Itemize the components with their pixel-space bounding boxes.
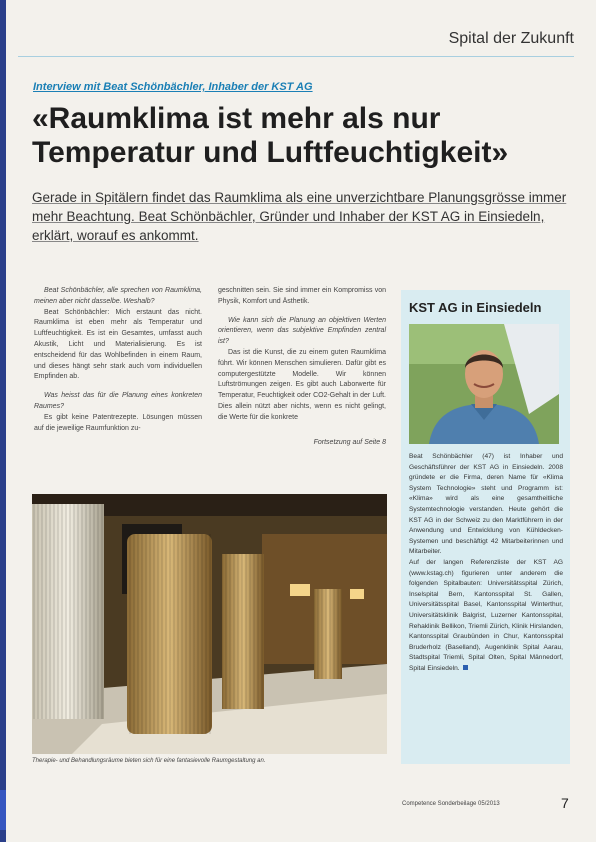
interview-question: Wie kann sich die Planung an objektiven Werten orientieren, wenn das subjektive Empfinden zentral ist? xyxy=(218,316,386,346)
section-title: Spital der Zukunft xyxy=(448,30,574,47)
header-divider xyxy=(18,56,574,57)
continued-note: Fortsetzung auf Seite 8 xyxy=(313,438,386,446)
article-kicker: Interview mit Beat Schönbächler, Inhaber der KST AG xyxy=(33,81,313,93)
treatment-room-photo xyxy=(32,494,387,754)
article-column-1 xyxy=(34,286,202,434)
publication-footer: Competence Sonderbeilage 05/2013 xyxy=(402,801,500,807)
interview-answer: Es gibt keine Patentrezepte. Lösungen müssen auf die jeweilige Raumfunktion zu- xyxy=(34,413,202,432)
portrait-image xyxy=(409,324,559,444)
interview-answer: Beat Schönbächler: Mich erstaunt das nicht. Raumklima ist eben mehr als Temperatur und Luftfeuchtigkeit. Es ist ein Gesamtes, umfasst auch Akustik, Licht und Materialisierung. Es ist entscheidend für das Wohlbefinden in einem Raum, und dieses hängt sehr stark auch vom individuellen Empfinden ab. xyxy=(34,308,202,381)
sidebar-paragraph xyxy=(409,558,563,675)
company-info-box xyxy=(401,290,570,764)
interview-question: Beat Schönbächler, alle sprechen von Raumklima, meinen aber nicht dasselbe. Weshalb? xyxy=(34,287,202,305)
interview-answer: Das ist die Kunst, die zu einem guten Raumklima führt. Wir können Menschen simulieren. Dafür gibt es computergestützte Modelle. Wir können Luftströmungen zeigen. Es gibt auch Laborwerte für Temperatur, Feuchtigkeit oder CO2-Gehalt in der Luft. Dies allein nützt aber nichts, wenn es nicht gelingt, die Werte für die konkrete xyxy=(218,348,386,421)
article-lead: Gerade in Spitälern findet das Raumklima als eine unverzichtbare Planungsgrösse immer mehr Beachtung. Beat Schönbächler, Gründer und Inhaber der KST AG in Einsiedeln, erklärt, worauf es ankommt. xyxy=(32,190,567,243)
photo-caption: Therapie- und Behandlungsräume bieten sich für eine fantasievolle Raumgestaltung an. xyxy=(32,758,266,764)
article-column-2 xyxy=(218,286,386,448)
portrait-photo xyxy=(409,324,559,444)
reference-list: Auf der langen Referenzliste der KST AG (www.kstag.ch) figurieren unter anderem die folgenden Spitalbauten: Universitätsspital Zürich, Inselspital Bern, Kantonsspital St. Gallen, Universitätsspital Basel, Kantonsspital Winterthur, Universitätsklinik Balgrist, Luzerner Kantonsspital, Rehaklinik Bellikon, Triemli Zürich, Klinik Hirslanden, Kantonsspital Graubünden in Chur, Kantonsspital Bruderholz (Baselland), Augenklinik Spital Aarau, Stadtspital Triemli, Spital Olten, Spital Männedorf, Spital Einsiedeln. xyxy=(409,558,563,672)
interview-answer: geschnitten sein. Sie sind immer ein Kompromiss von Physik, Komfort und Ästhetik. xyxy=(218,287,386,305)
sidebar-paragraph: Beat Schönbächler (47) ist Inhaber und Geschäftsführer der KST AG in Einsiedeln. 2008 gründete er die Firma, deren Name für «Klima System Technologie» steht und Programm ist: «Klima» wird als eine gesamtheitliche Systemtechnologie verstanden. Heute gehört die KST AG in der Schweiz zu den Marktführern in der Anwendung und Entwicklung von Kühldecken-Systemen und beschäftigt 42 Mitarbeiterinnen und Mitarbeiter. xyxy=(409,453,563,556)
treatment-room-image xyxy=(32,494,387,754)
sidebar-text xyxy=(409,452,563,674)
sidebar-title: KST AG in Einsiedeln xyxy=(409,300,542,315)
page-edge-bar xyxy=(0,0,6,842)
article-headline: «Raumklima ist mehr als nur Temperatur und Luftfeuchtigkeit» xyxy=(32,102,509,169)
page-number: 7 xyxy=(561,795,569,811)
interview-question: Was heisst das für die Planung eines konkreten Raumes? xyxy=(34,392,202,410)
page-edge-marker xyxy=(0,790,6,830)
end-mark-icon xyxy=(463,665,468,670)
